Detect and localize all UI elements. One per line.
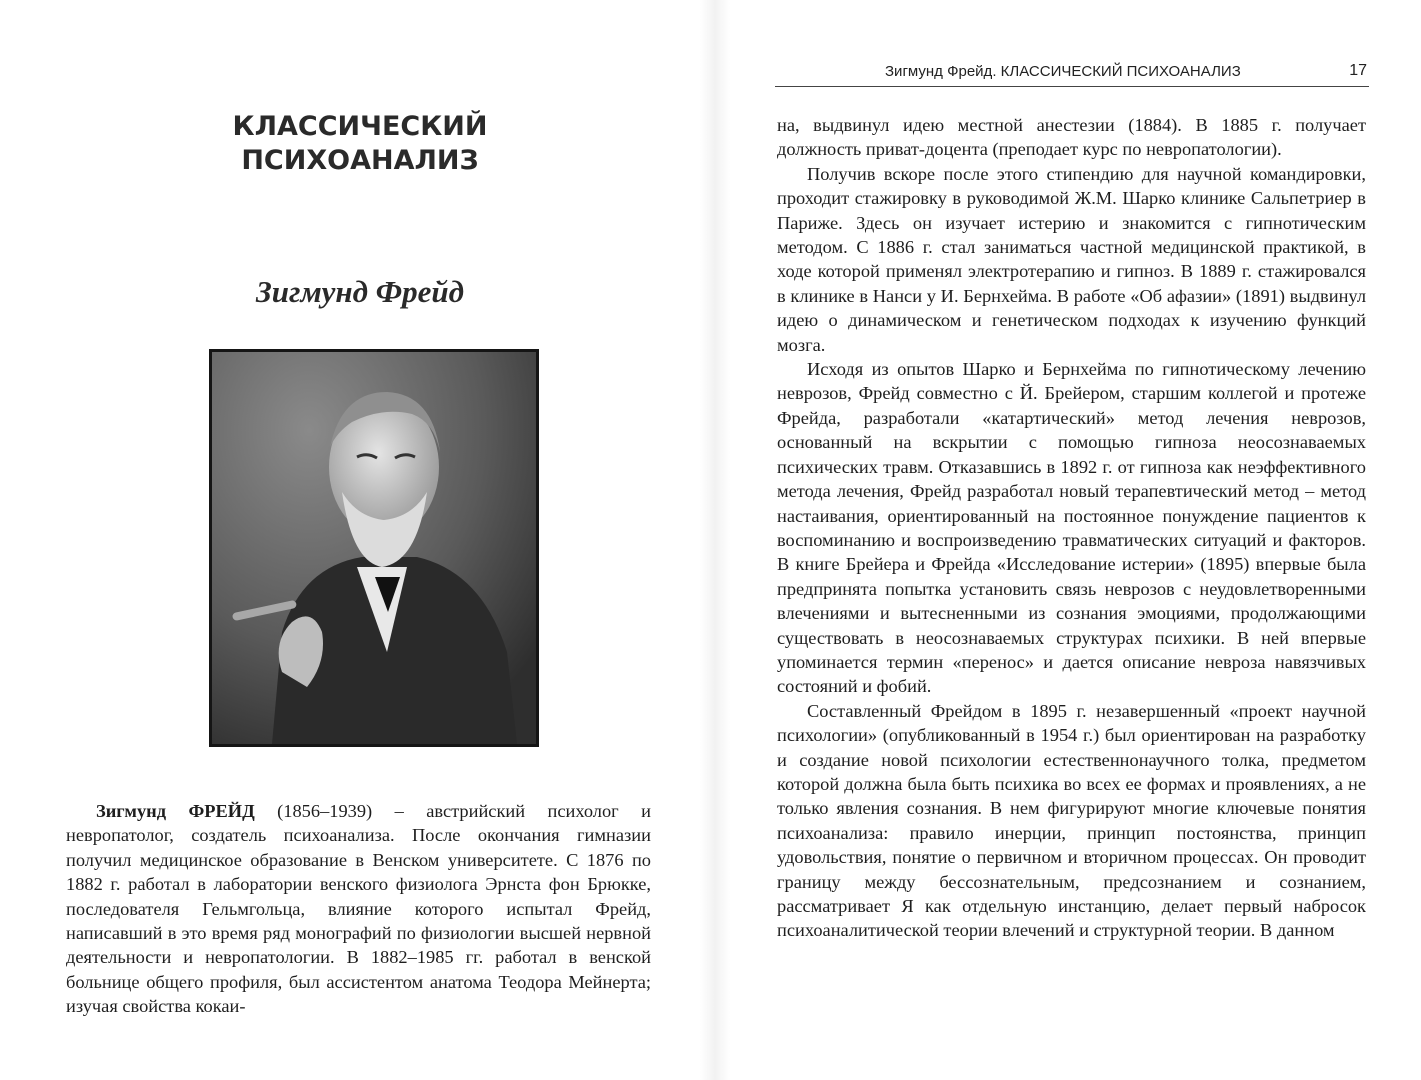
intro-paragraph	[66, 799, 651, 1019]
running-head	[775, 62, 1369, 87]
section-title-line-2: ПСИХОАНАЛИЗ	[241, 145, 479, 176]
author-portrait	[209, 349, 539, 747]
paragraph: Исходя из опытов Шарко и Бернхейма по гипнотическому лечению неврозов, Фрейд совместно с Й. Брейером, старшим коллегой и протеже Фрейда, разработали «катартический» метод лечения неврозов, основанный на вскрытии с помощью гипноза неосознаваемых психических травм. Отказавшись в 1892 г. от гипноза как неэффективного метода лечения, Фрейд разработал новый терапевтический метод – метод настаивания, ориентированный на постоянное понуждение пациентов к воспоминанию и воспроизведению травматических ситуаций и факторов. В книге Брейера и Фрейда «Исследование истерии» (1895) впервые была предпринята попытка установить связь неврозов с неудовлетворенными влечениями и вытесненными из сознания эмоциями, продолжающими существовать в неосознаваемых структурах психики. В ней впервые упоминается термин «перенос» и дается описание невроза навязчивых состояний и фобий.	[777, 359, 1366, 697]
page-number: 17	[1349, 62, 1367, 79]
section-title-line-1: КЛАССИЧЕСКИЙ	[232, 111, 488, 142]
portrait-image	[212, 352, 536, 744]
paragraph: Получив вскоре после этого стипендию для научной командировки, проходит стажировку в руководимой Ж.М. Шарко клинике Сальпетриер в Париже. Здесь он изучает истерию и знакомится с гипнотическим методом. С 1886 г. стал заниматься частной медицинской практикой, в ходе которой применял электротерапию и гипноз. В 1889 г. стажировался в клинике в Нанси у И. Бернхейма. В работе «Об афазии» (1891) выдвинул идею о динамическом и генетическом подходах к изучению функций мозга.	[777, 163, 1366, 355]
running-head-title: Зигмунд Фрейд. КЛАССИЧЕСКИЙ ПСИХОАНАЛИЗ	[885, 63, 1241, 80]
intro-text: (1856–1939) – австрийский психолог и невропатолог, создатель психоанализа. После окончания гимназии получил медицинское образование в Венском университете. С 1876 по 1882 г. работал в лаборатории венского физиолога Эрнста фон Брюкке, последователя Гельмгольца, влияние которого испытал Фрейд, написавший в это время ряд монографий по физиологии высшей нервной деятельности и невропатологии. В 1882–1985 гг. работал в венской больнице общего профиля, был ассистентом анатома Теодора Мейнерта; изучая свойства кокаи-	[66, 801, 651, 1017]
right-page	[715, 0, 1421, 1080]
intro-name: Зигмунд ФРЕЙД	[96, 801, 255, 821]
body-text	[777, 113, 1366, 943]
author-heading: Зигмунд Фрейд	[255, 274, 465, 309]
paragraph: Составленный Фрейдом в 1895 г. незавершенный «проект научной психологии» (опубликованный в 1954 г.) был ориентирован на разработку и создание новой психологии естественнонаучного толка, предметом которой должна была быть психика во всех ее формах и проявлениях, а не только явления сознания. В нем фигурируют многие ключевые понятия психоанализа: правило инерции, принцип постоянства, принцип удовольствия, понятие о первичном и вторичном процессах. Он проводит границу между бессознательным, предсознанием и сознанием, рассматривает Я как отдельную инстанцию, делает первый набросок психоаналитической теории влечений и структурной теории. В данном	[777, 700, 1366, 941]
paragraph: на, выдвинул идею местной анестезии (1884). В 1885 г. получает должность приват-доцента (преподает курс по невропатологии).	[777, 115, 1366, 160]
section-title	[150, 110, 570, 178]
